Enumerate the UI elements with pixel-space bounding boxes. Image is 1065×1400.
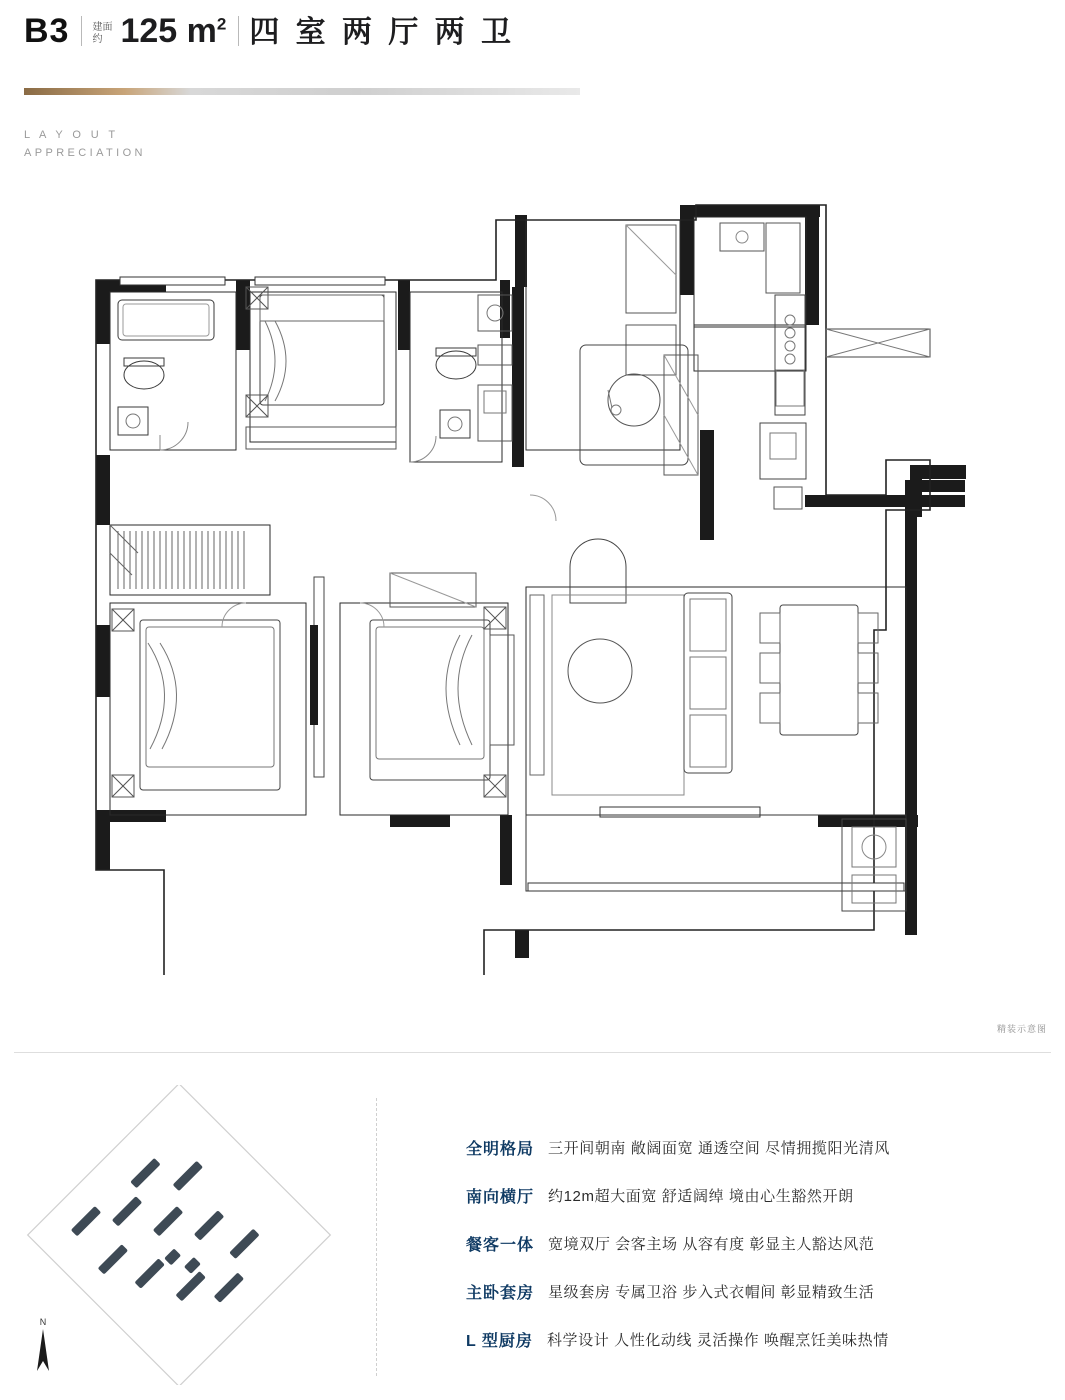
plan-note: 精装示意图 [996,1024,1047,1034]
compass-label: N [39,1317,47,1327]
feature-row-1 [466,1136,1056,1159]
feature-value-5: 科学设计 人性化动线 灵活操作 唤醒烹饪美味热情 [546,1332,889,1349]
area-approx-label: 建面约 [92,22,113,45]
feature-key-4: 主卧套房 [466,1285,535,1302]
vertical-dashed-divider [376,1098,377,1376]
feature-key-2: 南向横厅 [466,1189,535,1206]
feature-value-1: 三开间朝南 敞阔面宽 通透空间 尽情拥揽阳光清风 [548,1140,890,1157]
header-divider-1 [81,16,82,46]
room-config: 四 室 两 厅 两 卫 [249,16,516,49]
feature-value-4: 星级套房 专属卫浴 步入式衣帽间 彰显精致生活 [548,1284,875,1301]
feature-value-3: 宽境双厅 会客主场 从容有度 彰显主人豁达风范 [548,1236,875,1253]
compass-needle [28,1327,58,1373]
header-divider-2 [238,16,239,46]
compass-north [28,1318,58,1378]
feature-row-2 [466,1184,1056,1207]
gradient-rule [24,88,580,95]
feature-list [466,1136,1056,1376]
feature-row-4 [466,1280,1056,1303]
section-subtitle [24,126,146,162]
feature-key-3: 餐客一体 [466,1237,535,1254]
feature-key-5: L 型厨房 [466,1333,533,1350]
feature-row-5 [466,1328,1056,1351]
site-plan [14,1085,344,1385]
subtitle-line-1: L A Y O U T [24,129,119,141]
plan-area [120,14,226,48]
feature-row-3 [466,1232,1056,1255]
plan-code: B3 [24,12,70,50]
plan-area-unit-sup: 2 [216,14,227,34]
page-header [24,14,515,48]
subtitle-line-2: APPRECIATION [24,147,146,160]
floor-plan [60,195,1010,975]
section-divider [14,1052,1051,1053]
feature-key-1: 全明格局 [466,1141,535,1158]
plan-area-value: 125 m [120,12,217,50]
feature-value-2: 约12m超大面宽 舒适阔绰 境由心生豁然开朗 [548,1188,854,1205]
